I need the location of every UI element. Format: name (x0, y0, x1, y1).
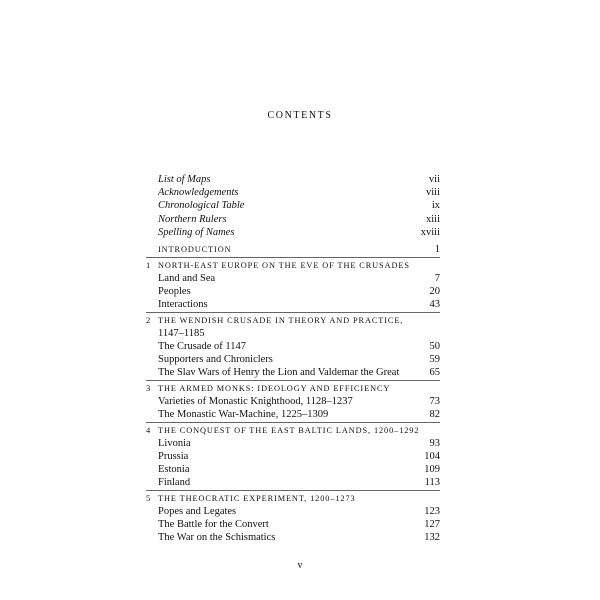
toc-entry-page: ix (431, 200, 440, 212)
toc-entry-label: The Monastic War-Machine, 1225–1309 (158, 408, 329, 420)
front-matter-list (146, 173, 440, 239)
chapter-list (146, 257, 440, 544)
chapter-title: THE ARMED MONKS: IDEOLOGY AND EFFICIENCY (158, 383, 391, 393)
toc-entry-page: 132 (424, 531, 440, 543)
toc-entry-page: 113 (424, 476, 440, 488)
page-title: CONTENTS (267, 110, 333, 121)
toc-entry-label: Popes and Legates (158, 505, 237, 517)
toc-entry-section (146, 408, 440, 421)
toc-entry-label: The Slav Wars of Henry the Lion and Valdemar the Great (158, 366, 400, 378)
toc-entry-label: Acknowledgements (158, 187, 239, 199)
chapter-number: 1 (146, 259, 151, 270)
toc-entry-label: Peoples (158, 285, 191, 297)
toc-entry-page: vii (428, 174, 440, 185)
toc-entry-section (146, 285, 440, 298)
toc-entry-label: Varieties of Monastic Knighthood, 1128–1237 (158, 395, 353, 407)
chapter-divider (146, 422, 440, 423)
toc-entry-page: 123 (424, 505, 440, 517)
toc-entry-section (146, 450, 440, 463)
chapter-divider (146, 257, 440, 258)
toc-entry-label: Interactions (158, 298, 208, 310)
toc-entry-label: INTRODUCTION (158, 244, 232, 254)
toc-entry-section (146, 298, 440, 311)
chapter-heading (146, 492, 440, 505)
toc-entry-page: xviii (420, 226, 440, 238)
table-of-contents (146, 173, 440, 544)
chapter-number: 4 (146, 424, 151, 435)
toc-entry-label: Northern Rulers (158, 213, 227, 225)
toc-entry-page: xiii (425, 213, 440, 225)
toc-entry-section (146, 531, 440, 544)
toc-entry-page: 104 (424, 450, 440, 462)
page-number: v (297, 560, 303, 571)
toc-entry-section (146, 395, 440, 408)
toc-entry-label: Estonia (158, 463, 190, 475)
toc-entry-label: Livonia (158, 437, 191, 449)
toc-entry-label: Finland (158, 476, 191, 488)
toc-entry-label: Prussia (158, 450, 189, 462)
chapter-heading (146, 259, 440, 272)
toc-entry-label: Chronological Table (158, 200, 245, 212)
chapter-number: 5 (146, 492, 151, 503)
toc-entry-label: List of Maps (158, 174, 211, 185)
chapter-title: NORTH-EAST EUROPE ON THE EVE OF THE CRUSADES (158, 260, 410, 270)
toc-entry-section (146, 437, 440, 450)
toc-entry-page: viii (425, 187, 440, 199)
chapter-divider (146, 490, 440, 491)
toc-entry-label: The War on the Schismatics (158, 531, 276, 543)
chapter-heading (146, 382, 440, 395)
toc-entry-section (146, 463, 440, 476)
chapter-number: 3 (146, 382, 151, 393)
toc-entry-page: 127 (424, 518, 440, 530)
toc-entry-introduction (146, 243, 440, 256)
toc-entry-page: 7 (434, 272, 440, 284)
toc-entry-label: Spelling of Names (158, 226, 235, 238)
toc-entry-page: 59 (429, 353, 440, 365)
toc-entry-label: The Crusade of 1147 (158, 340, 246, 352)
chapter-number: 2 (146, 314, 151, 325)
toc-entry-section (146, 518, 440, 531)
toc-entry-section (146, 340, 440, 353)
toc-entry-label: Land and Sea (158, 272, 216, 284)
toc-entry-page: 1 (434, 243, 440, 255)
toc-entry-section (146, 272, 440, 285)
chapter-heading (146, 314, 440, 327)
toc-entry-label: The Battle for the Convert (158, 518, 269, 530)
toc-entry-page: 65 (429, 366, 440, 378)
toc-entry-section (146, 366, 440, 379)
toc-entry-page: 43 (429, 298, 440, 310)
chapter-title: THE WENDISH CRUSADE IN THEORY AND PRACTICE, (158, 315, 404, 325)
chapter-heading (146, 424, 440, 437)
toc-entry-page: 50 (429, 340, 440, 352)
toc-entry-page: 93 (429, 437, 440, 449)
toc-entry-page: 73 (429, 395, 440, 407)
chapter-title-continuation: 1147–1185 (158, 327, 205, 339)
toc-entry-page: 82 (429, 408, 440, 420)
toc-entry-label: Supporters and Chroniclers (158, 353, 273, 365)
chapter-title-continuation-row (146, 327, 440, 340)
chapter-divider (146, 380, 440, 381)
toc-entry-section (146, 505, 440, 518)
chapter-divider (146, 312, 440, 313)
toc-entry-front-matter (146, 173, 440, 186)
toc-entry-section (146, 353, 440, 366)
chapter-title: THE THEOCRATIC EXPERIMENT, 1200–1273 (158, 493, 356, 503)
toc-entry-section (146, 476, 440, 489)
toc-entry-page: 20 (429, 285, 440, 297)
toc-entry-front-matter (146, 226, 440, 239)
toc-entry-front-matter (146, 199, 440, 212)
toc-entry-front-matter (146, 213, 440, 226)
toc-entry-front-matter (146, 186, 440, 199)
chapter-title: THE CONQUEST OF THE EAST BALTIC LANDS, 1200–1292 (158, 425, 420, 435)
toc-entry-page: 109 (424, 463, 440, 475)
